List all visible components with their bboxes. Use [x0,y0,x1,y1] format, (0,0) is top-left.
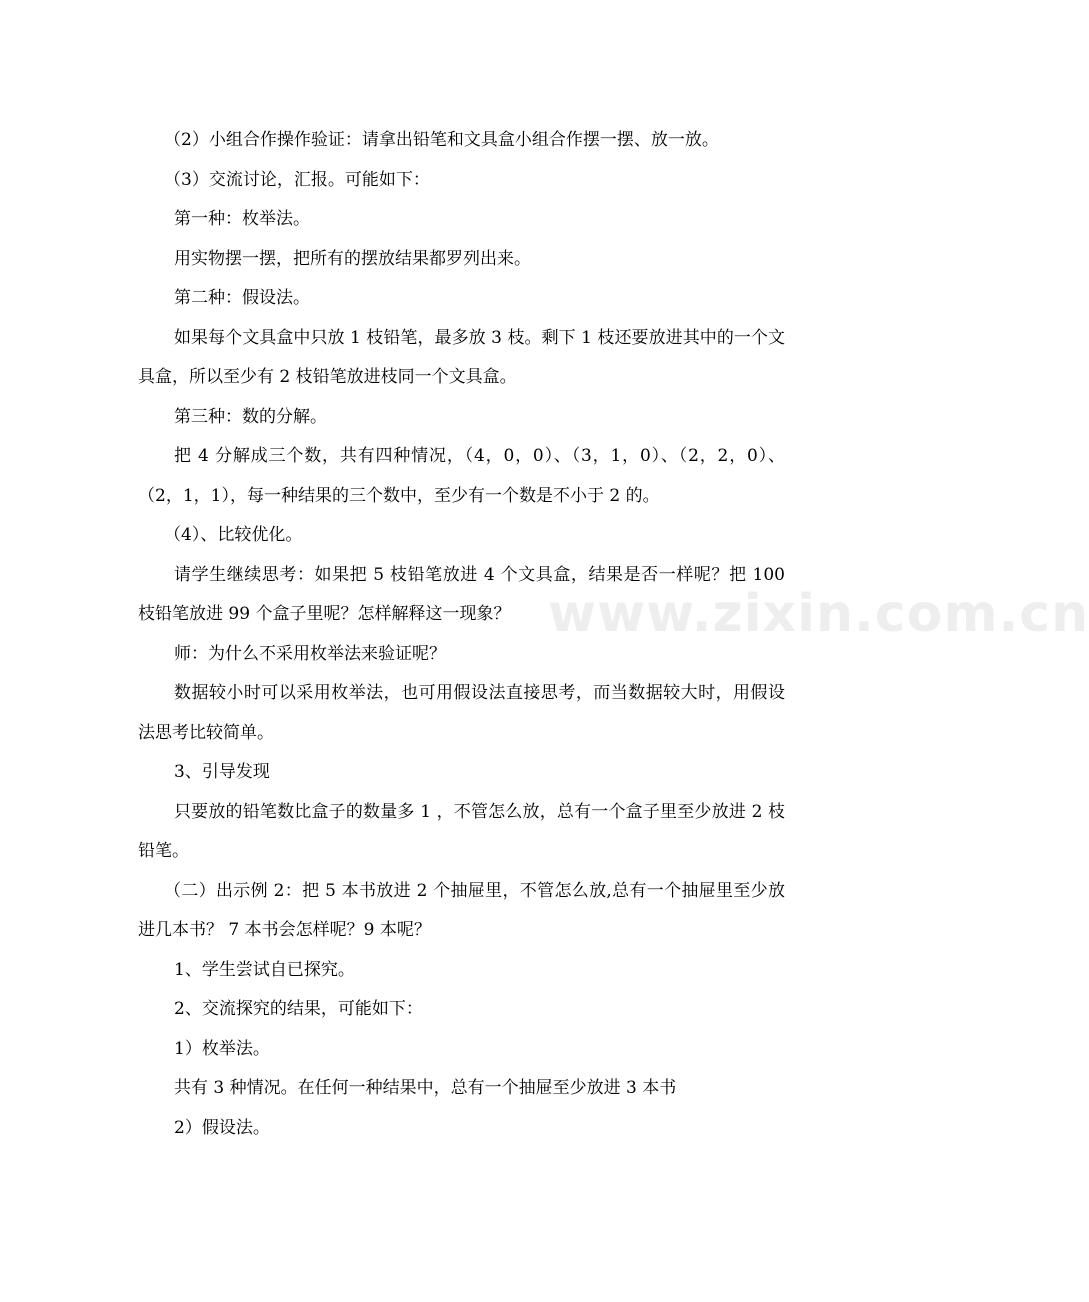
paragraph-method-1-heading: 第一种：枚举法。 [174,209,310,229]
paragraph-method-3-heading: 第三种：数的分解。 [174,406,327,427]
paragraph-exchange-results: 2、交流探究的结果，可能如下： [174,999,423,1019]
paragraph-guide-heading: 3、引导发现 [174,762,270,782]
paragraph-teacher-question: 师：为什么不采用枚举法来验证呢？ [174,643,446,664]
paragraph-further-thinking: 请学生继续思考：如果把 5 枝铅笔放进 4 个文具盒，结果是否一样呢？把 100 枝铅笔放进 99 个盒子里呢？怎样解释这一现象？ [138,564,785,624]
paragraph-enum-method: 1）枚举法。 [174,1038,270,1059]
paragraph-teacher-answer: 数据较小时可以采用枚举法，也可用假设法直接思考，而当数据较大时，用假设法思考比较简单。 [138,683,785,743]
paragraph-enum-result: 共有 3 种情况。在任何一种结果中，总有一个抽屉至少放进 3 本书 [174,1078,677,1098]
paragraph-student-explore: 1、学生尝试自已探究。 [174,959,355,980]
paragraph-step-2-verify: （2）小组合作操作验证：请拿出铅笔和文具盒小组合作摆一摆、放一放。 [164,130,719,150]
document-body [138,121,785,1148]
paragraph-method-3-body: 把 4 分解成三个数，共有四种情况，（4，0，0）、（3，1，0）、（2，2，0）、（2，1，1），每一种结果的三个数中，至少有一个数是不小于 2 的。 [138,446,785,506]
paragraph-step-4-compare: （4）、比较优化。 [164,525,303,545]
paragraph-method-2-heading: 第二种：假设法。 [174,288,310,308]
paragraph-hypothesis-method: 2）假设法。 [174,1117,270,1138]
paragraph-method-2-body: 如果每个文具盒中只放 1 枝铅笔，最多放 3 枝。剩下 1 枝还要放进其中的一个文具盒，所以至少有 2 枝铅笔放进枝同一个文具盒。 [138,327,785,387]
paragraph-example-2: （二）出示例 2：把 5 本书放进 2 个抽屉里，不管怎么放,总有一个抽屉里至少放进几本书？ 7 本书会怎样呢？9 本呢？ [138,880,785,940]
site-watermark: www.zixin.com.cn [548,584,1089,644]
paragraph-step-3-discuss: （3）交流讨论，汇报。可能如下： [164,169,430,190]
paragraph-method-1-body: 用实物摆一摆，把所有的摆放结果都罗列出来。 [174,248,531,269]
paragraph-guide-conclusion: 只要放的铅笔数比盒子的数量多 1 ，不管怎么放，总有一个盒子里至少放进 2 枝铅笔。 [138,801,785,861]
